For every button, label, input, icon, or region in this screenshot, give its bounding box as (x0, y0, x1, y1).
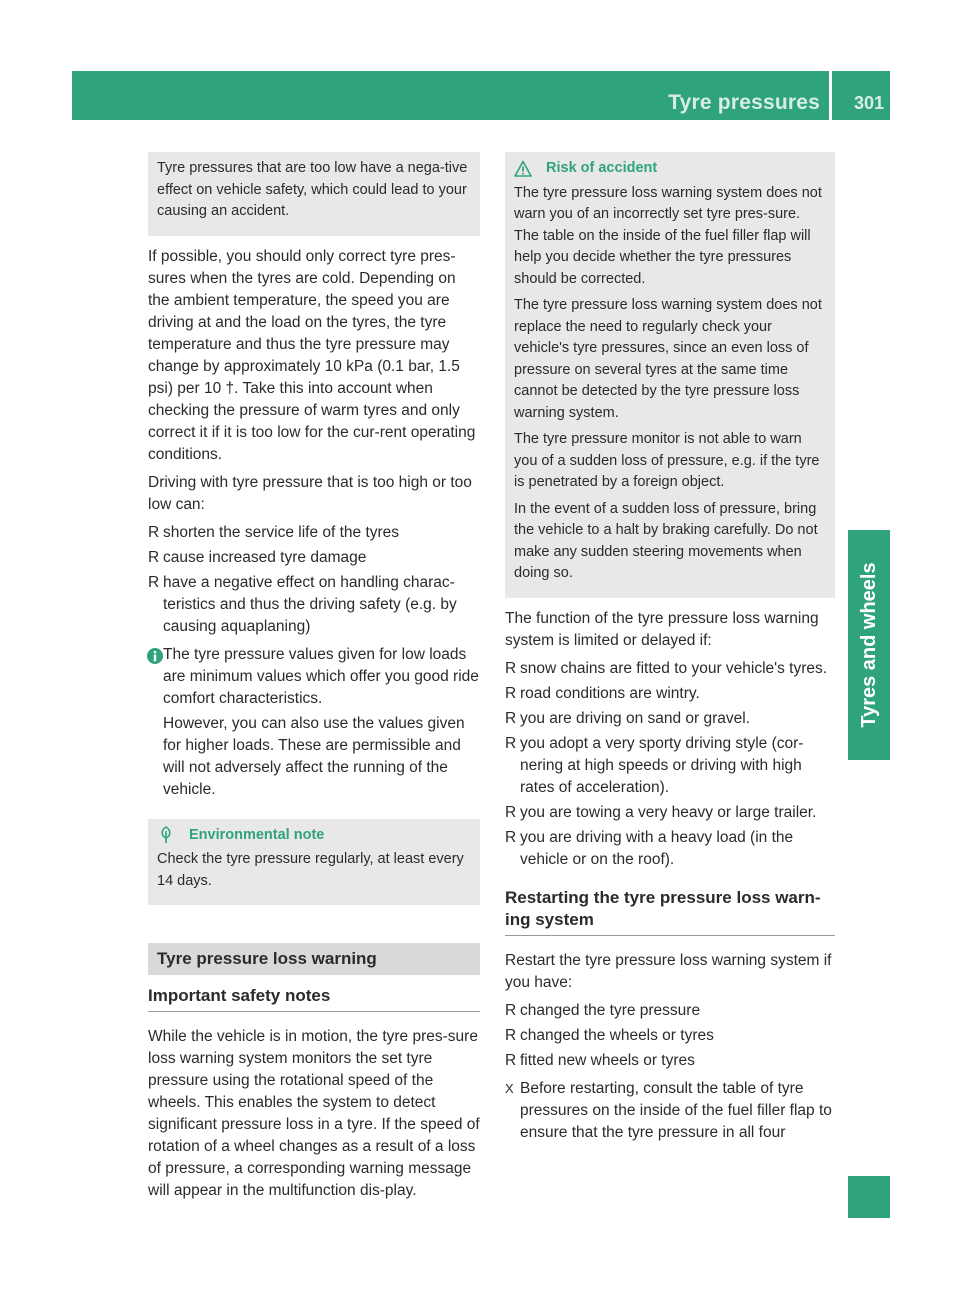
step-text: Before restarting, consult the table of tyre pressures on the inside of the fuel filler flap to ensure that the tyre pressure in all four (520, 1079, 832, 1141)
info-text-2: However, you can also use the values given for higher loads. These are permissible and will not adversely affect the running of the vehicle. (163, 714, 465, 798)
header-divider (829, 71, 832, 120)
leaf-icon (157, 826, 175, 844)
instruction-step (505, 1078, 835, 1144)
side-square (848, 1176, 890, 1218)
section-heading: Tyre pressure loss warning (148, 943, 480, 975)
page-number: 301 (853, 93, 884, 113)
list-item: R road conditions are wintry. (505, 683, 835, 705)
bullet-list-consequences (148, 522, 480, 638)
list-item: R snow chains are fitted to your vehicle's tyres. (505, 658, 835, 680)
list-item: R you are driving with a heavy load (in the vehicle or on the roof). (505, 828, 794, 868)
list-item: R fitted new wheels or tyres (505, 1050, 835, 1072)
left-column (148, 152, 480, 1208)
bullet-mark: R (148, 573, 160, 591)
list-item: R cause increased tyre damage (148, 547, 480, 569)
warning-box-text: Tyre pressures that are too low have a nega-tive effect on vehicle safety, which could lead to your causing an accident. (157, 160, 468, 219)
warning-box-continued (148, 152, 480, 236)
info-icon (147, 648, 163, 664)
environmental-note-text: Check the tyre pressure regularly, at least every 14 days. (157, 851, 464, 889)
bullet-mark: R (505, 734, 517, 752)
risk-text-3: The tyre pressure monitor is not able to warn you of a sudden loss of pressure, e.g. if the tyre is penetrated by a foreign object. (514, 431, 820, 490)
list-item: R changed the wheels or tyres (505, 1025, 835, 1047)
bullet-mark: R (505, 1026, 517, 1044)
bullet-mark: R (505, 1051, 517, 1069)
warning-triangle-icon (514, 160, 532, 178)
page-title: Tyre pressures (668, 91, 820, 114)
paragraph-restart-conditions: Restart the tyre pressure loss warning system if you have: (505, 951, 832, 991)
bullet-mark: R (505, 659, 517, 677)
sub-heading-restart: Restarting the tyre pressure loss warn-ing system (505, 887, 835, 936)
info-text-1: The tyre pressure values given for low loads are minimum values which offer you good ride comfort characteristics. (163, 645, 479, 707)
side-tab (848, 530, 890, 760)
bullet-mark: R (148, 523, 160, 541)
bullet-mark: R (505, 803, 517, 821)
list-item: R shorten the service life of the tyres (148, 522, 480, 544)
list-item: R have a negative effect on handling charac-teristics and thus the driving safety (e.g. by causing aquaplaning) (148, 573, 457, 635)
list-item: R you adopt a very sporty driving style (cor-nering at high speeds or driving with high rates of acceleration). (505, 734, 804, 796)
list-item: R you are towing a very heavy or large trailer. (505, 802, 835, 824)
bullet-list-restart (505, 1000, 835, 1072)
side-tab-label: Tyres and wheels (858, 562, 880, 728)
risk-text-1: The tyre pressure loss warning system does not warn you of an incorrectly set tyre pres-sure. The table on the inside of the fuel filler flap will help you decide whether the tyre pressures should be corrected. (514, 184, 822, 287)
risk-box (505, 152, 835, 598)
risk-text-2: The tyre pressure loss warning system does not replace the need to regularly check your vehicle's tyre pressures, since an even loss of pressure on several tyres at the same time cannot be detected by the tyre pressure loss warning system. (514, 297, 822, 421)
bullet-mark: R (148, 548, 160, 566)
bullet-mark: R (505, 709, 517, 727)
header-bar (72, 71, 890, 120)
risk-title: Risk of accident (546, 160, 658, 176)
info-note (148, 644, 480, 801)
environmental-note-box (148, 819, 480, 906)
environmental-note-title: Environmental note (189, 826, 325, 843)
paragraph-driving-pressure: Driving with tyre pressure that is too high or too low can: (148, 473, 472, 513)
bullet-mark: R (505, 828, 517, 846)
bullet-mark: R (505, 1001, 517, 1019)
bullet-mark: R (505, 684, 517, 702)
bullet-list-limitations (505, 658, 835, 871)
step-marker: X (505, 1080, 514, 1096)
paragraph-limited-function: The function of the tyre pressure loss warning system is limited or delayed if: (505, 609, 819, 649)
right-column (505, 152, 835, 1144)
sub-heading-safety: Important safety notes (148, 985, 480, 1012)
risk-text-4: In the event of a sudden loss of pressure, bring the vehicle to a halt by braking carefully. Do not make any sudden steering movements when doing so. (514, 500, 818, 581)
list-item: R changed the tyre pressure (505, 1000, 835, 1022)
paragraph-system-function: While the vehicle is in motion, the tyre pres-sure loss warning system monitors the set tyre pressure using the rotational speed of the wheels. This enables the system to detect significant pressure loss in a tyre. If the speed of rotation of a wheel changes as a result of a loss of pressure, a corresponding warning message will appear in the multifunction dis-play. (148, 1028, 480, 1199)
paragraph-cold-tyres: If possible, you should only correct tyre pres-sures when the tyres are cold. Depending on the ambient temperature, the speed you are driving at and the load on the tyres, the tyre temperature and thus the tyre pressure may change by approximately 10 kPa (0.1 bar, 1.5 psi) per 10 †. Take this into account when checking the pressure of warm tyres and only correct it if it is too low for the cur-rent operating conditions. (148, 247, 476, 463)
list-item: R you are driving on sand or gravel. (505, 708, 835, 730)
